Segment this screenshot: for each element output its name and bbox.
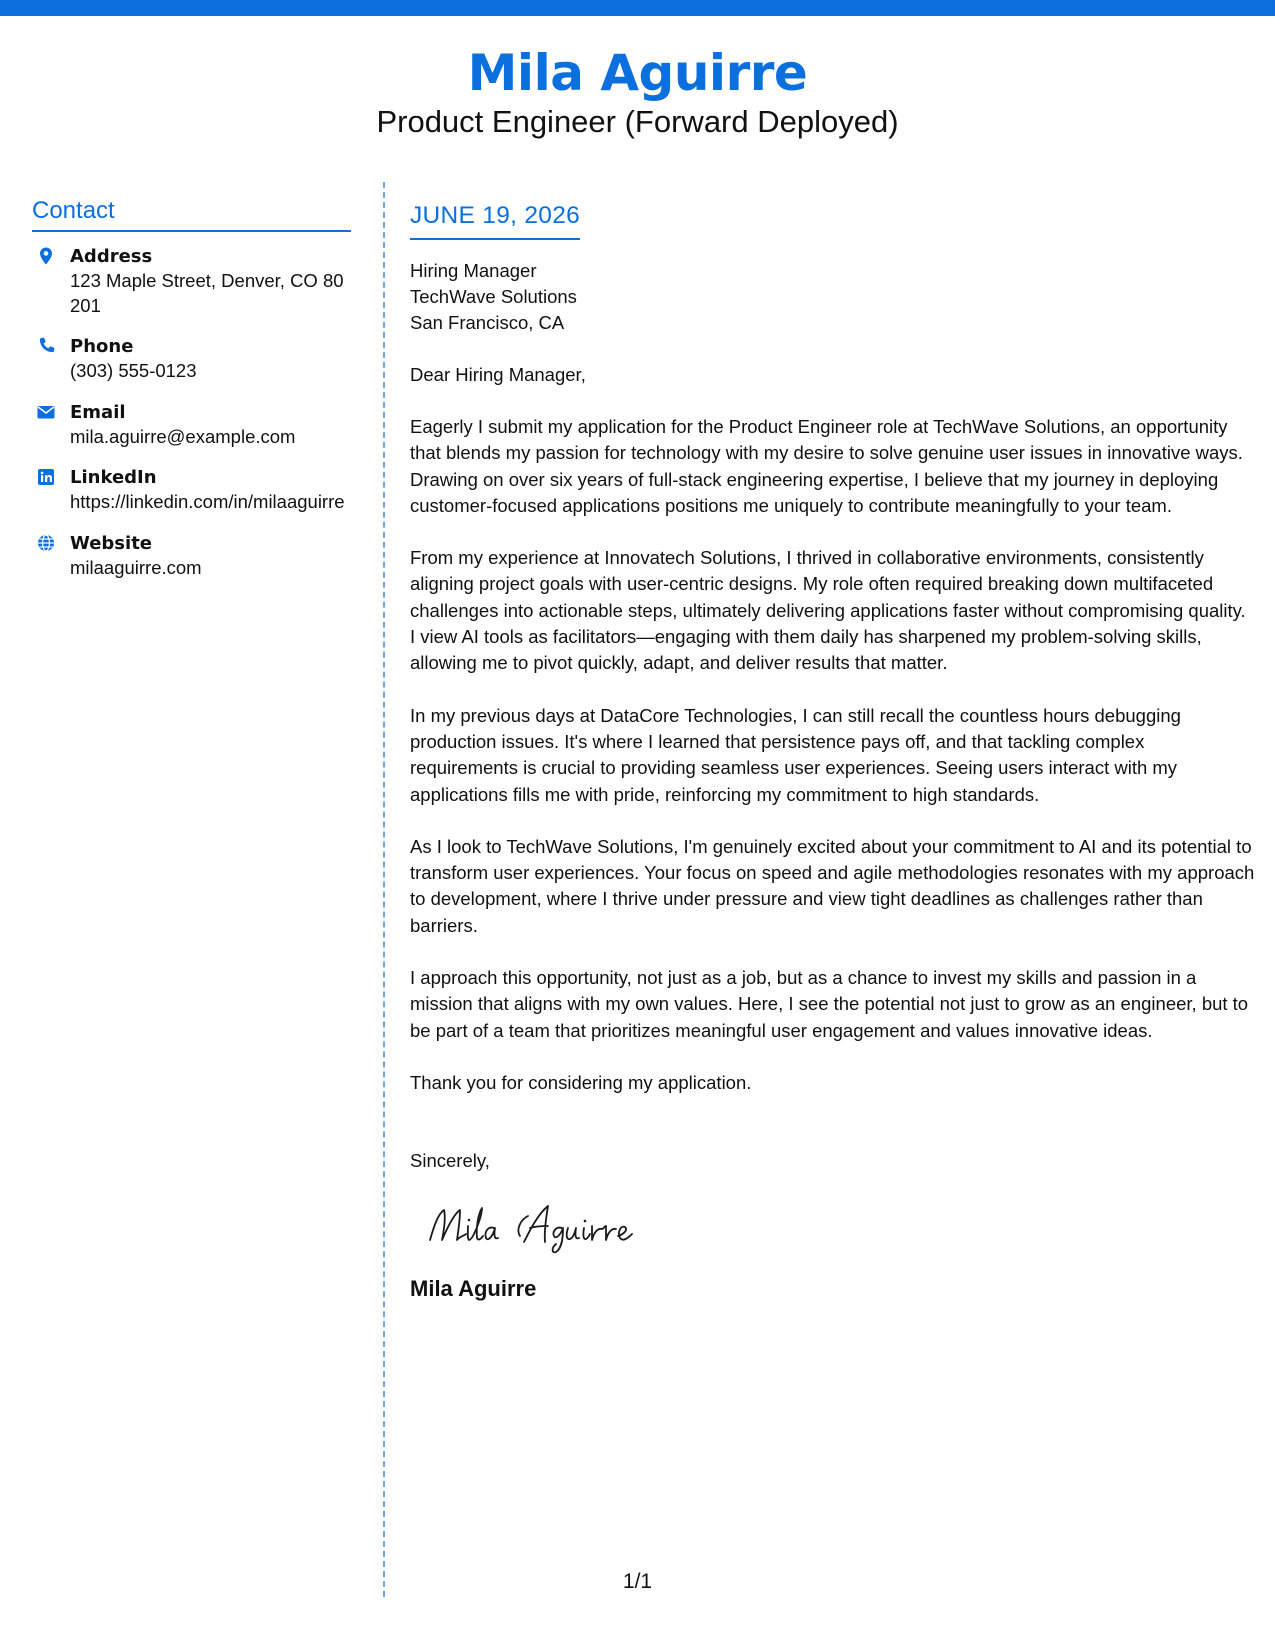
contact-item-phone <box>32 334 351 384</box>
linkedin-icon <box>36 467 56 487</box>
recipient-block <box>410 258 1255 336</box>
signed-name: Mila Aguirre <box>410 1276 537 1302</box>
applicant-name: Mila Aguirre <box>467 44 808 102</box>
linkedin-label: LinkedIn <box>70 467 157 488</box>
top-accent-bar <box>0 0 1275 16</box>
phone-value: (303) 555-0123 <box>70 360 197 381</box>
phone-icon <box>36 336 56 356</box>
cover-letter-body <box>410 200 1255 1304</box>
globe-icon <box>36 533 56 553</box>
phone-label: Phone <box>70 336 134 357</box>
address-label: Address <box>70 246 153 267</box>
contact-item-address <box>32 244 351 318</box>
email-label: Email <box>70 401 126 423</box>
website-value: milaaguirre.com <box>70 556 202 578</box>
contact-section-title: Contact <box>32 194 351 232</box>
linkedin-value: https://linkedin.com/in/milaaguirre <box>70 491 345 512</box>
contact-item-linkedin <box>32 465 351 515</box>
letter-paragraph: Eagerly I submit my application for the Product Engineer role at TechWave Solutions, an opportunity that blends my passion for technology with my desire to solve genuine user issues in innovative ways. Drawing on over six years of full-stack engineering expertise, I believe that my journey in deploying customer-focused applications positions me uniquely to contribute meaningfully to your team. <box>410 416 1243 516</box>
address-value: 123 Maple Street, Denver, CO 80201 <box>70 270 344 316</box>
email-value: mila.aguirre@example.com <box>70 425 296 447</box>
contact-item-email <box>32 400 351 450</box>
handwritten-signature <box>424 1196 684 1256</box>
closing: Sincerely, <box>410 1150 490 1172</box>
contact-list <box>32 244 351 580</box>
envelope-icon <box>36 402 56 422</box>
contact-sidebar <box>32 194 351 596</box>
contact-item-website <box>32 531 351 581</box>
resume-header <box>0 40 1275 142</box>
applicant-title: Product Engineer (Forward Deployed) <box>376 104 899 139</box>
letter-date: JUNE 19, 2026 <box>410 200 580 240</box>
map-pin-icon <box>36 246 56 266</box>
letter-paragraph: In my previous days at DataCore Technologies, I can still recall the countless hours debugging production issues. It's where I learned that persistence pays off, and that tackling complex requirements is crucial to providing seamless user experiences. Seeing users interact with my applications fills me with pride, reinforcing my commitment to high standards. <box>410 704 1181 805</box>
page-number: 1/1 <box>622 1570 653 1593</box>
letter-paragraph: From my experience at Innovatech Solutions, I thrived in collaborative environments, consistently aligning project goals with user-centric designs. My role often required breaking down multifaceted challenges into actionable steps, ultimately delivering applications faster without compromising quality. I view AI tools as facilitators—engaging with them daily has sharpened my problem-solving skills, allowing me to pivot quickly, adapt, and deliver results that matter. <box>410 547 1246 674</box>
website-label: Website <box>70 532 153 554</box>
letter-paragraph: I approach this opportunity, not just as a job, but as a chance to invest my skills and passion in a mission that aligns with my own values. Here, I see the potential not just to grow as an engineer, but to be part of a team that prioritizes meaningful user engagement and values innovative ideas. <box>410 967 1249 1041</box>
recipient-line: Hiring Manager <box>410 260 537 281</box>
letter-paragraph: As I look to TechWave Solutions, I'm genuinely excited about your commitment to AI and its potential to transform user experiences. Your focus on speed and agile methodologies resonates with my approach to development, where I thrive under pressure and view tight deadlines as challenges rather than barriers. <box>410 835 1255 936</box>
recipient-line: TechWave Solutions <box>410 286 577 307</box>
recipient-line: San Francisco, CA <box>410 312 565 333</box>
salutation: Dear Hiring Manager, <box>410 364 586 385</box>
letter-paragraph: Thank you for considering my application. <box>410 1071 752 1093</box>
column-divider <box>383 182 385 1597</box>
